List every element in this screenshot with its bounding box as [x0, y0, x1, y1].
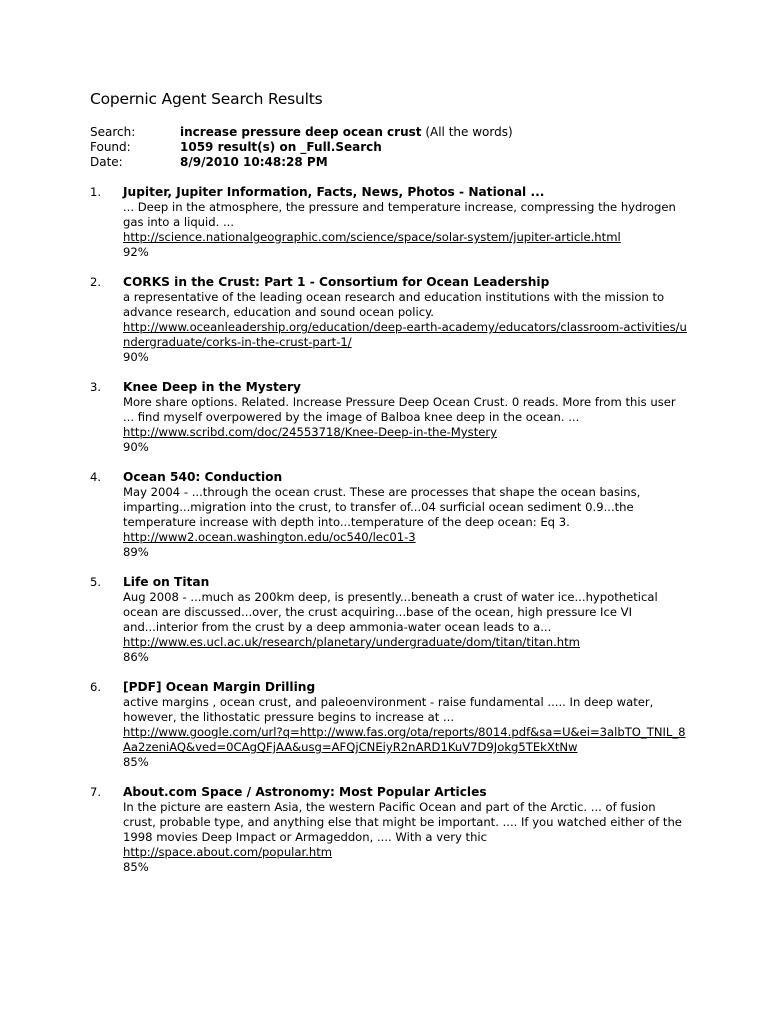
result-body: [123, 680, 690, 770]
result-number: 4.: [90, 470, 102, 484]
result-link[interactable]: http://science.nationalgeographic.com/science/space/solar-system/jupiter-article.html: [123, 230, 621, 244]
result-item: [90, 680, 690, 770]
result-body: [123, 275, 690, 365]
result-link[interactable]: http://space.about.com/popular.htm: [123, 845, 333, 859]
result-body: [123, 185, 690, 260]
result-number: 3.: [90, 380, 102, 394]
search-mode: (All the words): [421, 125, 513, 139]
result-item: [90, 785, 690, 875]
date-value: [180, 155, 328, 170]
search-query: increase pressure deep ocean crust: [180, 125, 422, 139]
result-title: Life on Titan: [123, 575, 210, 589]
result-link[interactable]: http://www.es.ucl.ac.uk/research/planetary/undergraduate/dom/titan/titan.htm: [123, 635, 580, 649]
result-item: [90, 575, 690, 665]
result-title: About.com Space / Astronomy: Most Popular Articles: [123, 785, 487, 799]
result-item: [90, 380, 690, 455]
result-number: 1.: [90, 185, 102, 199]
found-row: [90, 140, 690, 155]
date-row: [90, 155, 690, 170]
result-snippet: In the picture are eastern Asia, the western Pacific Ocean and part of the Arctic. ... of fusion crust, probable type, and anything else that might be important. .... If you watched either of the 1998 movies Deep Impact or Armageddon, .... With a very thic: [123, 800, 682, 844]
result-body: [123, 470, 690, 560]
result-score: 92%: [123, 245, 149, 259]
search-meta: [90, 125, 690, 170]
result-snippet: Aug 2008 - ...much as 200km deep, is presently...beneath a crust of water ice...hypothetical ocean are discussed...over, the crust acquiring...base of the ocean, high pressure Ice VI and...interior from the crust by a deep ammonia-water ocean leads to a...: [123, 590, 658, 634]
result-item: [90, 185, 690, 260]
date-label: Date:: [90, 155, 123, 169]
result-link[interactable]: http://www.oceanleadership.org/education/deep-earth-academy/educators/classroom-activities/undergraduate/corks-in-the-crust-part-1/: [123, 320, 687, 349]
result-score: 86%: [123, 650, 149, 664]
result-link[interactable]: http://www2.ocean.washington.edu/oc540/lec01-3: [123, 530, 416, 544]
page-title: Copernic Agent Search Results: [90, 90, 323, 108]
result-link[interactable]: http://www.scribd.com/doc/24553718/Knee-Deep-in-the-Mystery: [123, 425, 498, 439]
search-row: [90, 125, 690, 140]
result-score: 85%: [123, 755, 149, 769]
result-body: [123, 785, 690, 875]
result-score: 90%: [123, 440, 149, 454]
found-value: [180, 140, 382, 155]
results-list: [90, 185, 690, 875]
search-results-document: [90, 89, 690, 890]
result-snippet: ... Deep in the atmosphere, the pressure and temperature increase, compressing the hydrogen gas into a liquid. ...: [123, 200, 676, 229]
date-text: 8/9/2010 10:48:28 PM: [180, 155, 328, 169]
result-item: [90, 275, 690, 365]
result-title: Ocean 540: Conduction: [123, 470, 283, 484]
found-count: 1059 result(s) on _Full.Search: [180, 140, 382, 154]
result-body: [123, 380, 690, 455]
result-score: 85%: [123, 860, 149, 874]
result-link[interactable]: http://www.google.com/url?q=http://www.fas.org/ota/reports/8014.pdf&sa=U&ei=3albTO_TNIL_8Aa2zeniAQ&ved=0CAgQFjAA&usg=AFQjCNEiyR2nARD1KuV7D9Jokg5TEkXtNw: [123, 725, 686, 754]
result-title: [PDF] Ocean Margin Drilling: [123, 680, 316, 694]
result-snippet: More share options. Related. Increase Pressure Deep Ocean Crust. 0 reads. More from this user ... find myself overpowered by the image of Balboa knee deep in the ocean. ...: [123, 395, 676, 424]
found-label: Found:: [90, 140, 131, 154]
result-score: 89%: [123, 545, 149, 559]
result-number: 5.: [90, 575, 102, 589]
result-snippet: May 2004 - ...through the ocean crust. These are processes that shape the ocean basins, imparting...migration into the crust, to transfer of...04 surficial ocean sediment 0.9...the temperature increase with depth into...temperature of the deep ocean: Eq 3.: [123, 485, 641, 529]
result-number: 7.: [90, 785, 102, 799]
result-snippet: active margins , ocean crust, and paleoenvironment - raise fundamental ..... In deep water, however, the lithostatic pressure begins to increase at ...: [123, 695, 654, 724]
result-body: [123, 575, 690, 665]
result-title: Knee Deep in the Mystery: [123, 380, 301, 394]
result-score: 90%: [123, 350, 149, 364]
search-label: Search:: [90, 125, 136, 139]
result-number: 2.: [90, 275, 102, 289]
result-item: [90, 470, 690, 560]
result-title: CORKS in the Crust: Part 1 - Consortium for Ocean Leadership: [123, 275, 550, 289]
result-number: 6.: [90, 680, 102, 694]
result-title: Jupiter, Jupiter Information, Facts, News, Photos - National ...: [123, 185, 545, 199]
result-snippet: a representative of the leading ocean research and education institutions with the mission to advance research, education and sound ocean policy.: [123, 290, 665, 319]
search-value: [180, 125, 513, 140]
